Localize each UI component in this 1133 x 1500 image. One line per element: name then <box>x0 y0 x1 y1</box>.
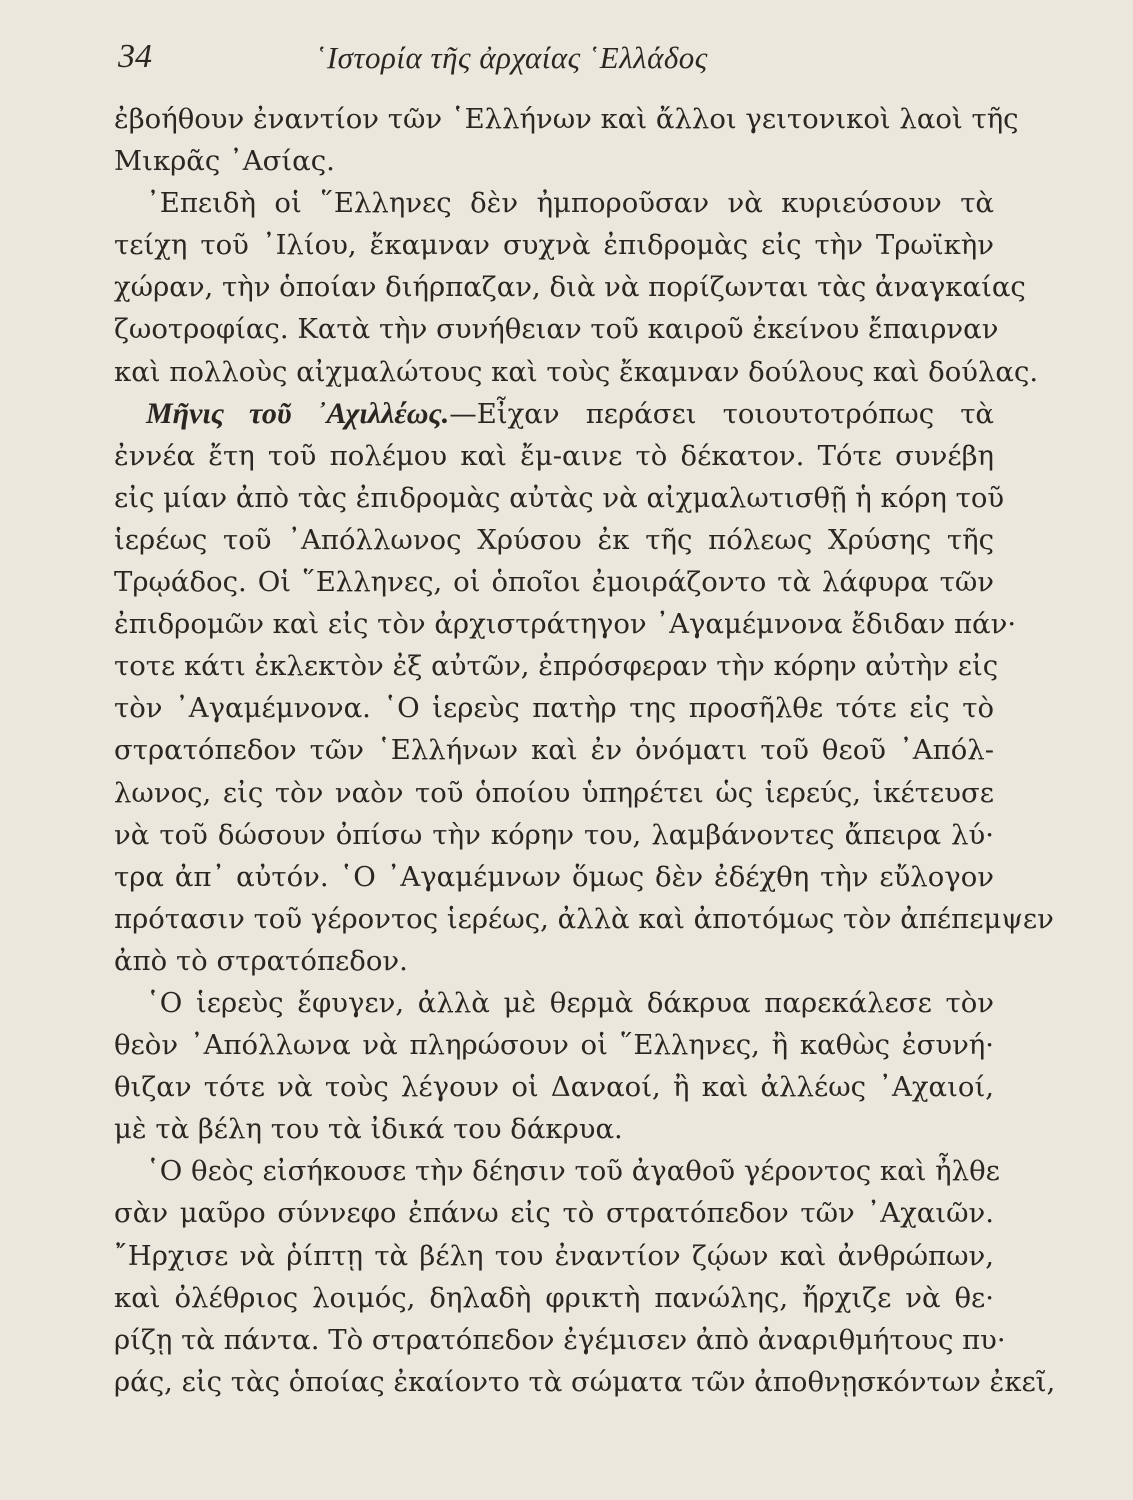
section-line-rest: —Εἶχαν περάσει τοιουτοτρόπως τὰ <box>449 397 994 430</box>
page-header <box>118 38 998 84</box>
text-line: ἐβοήθουν ἐναντίον τῶν ῾Ελλήνων καὶ ἄλλοι γειτονικοὶ λαοὶ τῆς <box>114 103 1019 135</box>
page-number: 34 <box>118 38 152 75</box>
text-line: ῎Ηρχισε νὰ ῥίπτῃ τὰ βέλη του ἐναντίον ζῴων καὶ ἀνθρώπων, <box>114 1239 994 1272</box>
text-line: τὸν ᾿Αγαμέμνονα. ῾Ο ἱερεὺς πατὴρ της προσῆλθε τότε εἰς τὸ <box>114 692 994 725</box>
text-line: ἀπὸ τὸ στρατόπεδον. <box>114 944 408 977</box>
text-line: ζωοτροφίας. Κατὰ τὴν συνήθειαν τοῦ καιροῦ ἐκείνου ἔπαιρναν <box>114 313 999 346</box>
text-line: σὰν μαῦρο σύννεφο ἐπάνω εἰς τὸ στρατόπεδον τῶν ᾿Αχαιῶν. <box>114 1197 994 1230</box>
text-line: στρατόπεδον τῶν ῾Ελλήνων καὶ ἐν ὀνόματι τοῦ θεοῦ ᾿Απόλ- <box>114 734 994 767</box>
text-line: θεὸν ᾿Απόλλωνα νὰ πληρώσουν οἱ ῞Ελληνες, ἢ καθὼς ἐσυνή· <box>114 1029 994 1062</box>
text-line: νὰ τοῦ δώσουν ὀπίσω τὴν κόρην του, λαμβάνοντες ἄπειρα λύ· <box>114 818 994 851</box>
text-line: λωνος, εἰς τὸν ναὸν τοῦ ὁποίου ὑπηρέτει ὡς ἱερεύς, ἱκέτευσε <box>114 776 994 809</box>
text-line: Μικρᾶς ᾿Ασίας. <box>114 145 335 178</box>
text-line: εἰς μίαν ἀπὸ τὰς ἐπιδρομὰς αὐτὰς νὰ αἰχμαλωτισθῇ ἡ κόρη τοῦ <box>114 481 1005 514</box>
text-line: πρότασιν τοῦ γέροντος ἱερέως, ἀλλὰ καὶ ἀποτόμως τὸν ἀπέπεμψεν <box>114 902 1054 935</box>
text-line: ῾Ο θεὸς εἰσήκουσε τὴν δέησιν τοῦ ἀγαθοῦ γέροντος καὶ ἦλθε <box>146 1155 1000 1188</box>
text-line: ρίζῃ τὰ πάντα. Τὸ στρατόπεδον ἐγέμισεν ἀπὸ ἀναριθμήτους πυ· <box>114 1323 1006 1356</box>
text-line: ἐπιδρομῶν καὶ εἰς τὸν ἀρχιστράτηγον ᾿Αγαμέμνονα ἔδιδαν πάν· <box>114 608 1017 641</box>
text-line: θιζαν τότε νὰ τοὺς λέγουν οἱ Δαναοί, ἢ καὶ ἀλλέως ᾿Αχαιοί, <box>114 1071 994 1104</box>
text-line: ῾Ο ἱερεὺς ἔφυγεν, ἀλλὰ μὲ θερμὰ δάκρυα παρεκάλεσε τὸν <box>146 986 994 1019</box>
section-title: Μῆνις τοῦ ᾿Αχιλλέως. <box>146 396 450 430</box>
text-line: τρα ἀπ᾿ αὐτόν. ῾Ο ᾿Αγαμέμνων ὅμως δὲν ἐδέχθη τὴν εὔλογον <box>114 860 994 893</box>
text-line: ἱερέως τοῦ ᾿Απόλλωνος Χρύσου ἐκ τῆς πόλεως Χρύσης τῆς <box>114 523 994 556</box>
text-line: καὶ πολλοὺς αἰχμαλώτους καὶ τοὺς ἔκαμναν δούλους καὶ δούλας. <box>114 355 1039 388</box>
text-line: τοτε κάτι ἐκλεκτὸν ἐξ αὐτῶν, ἐπρόσφεραν τὴν κόρην αὐτὴν εἰς <box>114 650 999 683</box>
section-line <box>114 393 994 435</box>
text-line: ἐννέα ἔτη τοῦ πολέμου καὶ ἔμ-αινε τὸ δέκατον. Τότε συνέβη <box>114 439 994 472</box>
text-line: ᾿Επειδὴ οἱ ῞Ελληνες δὲν ἠμποροῦσαν νὰ κυριεύσουν τὰ <box>146 187 994 220</box>
text-line: Τρῳάδος. Οἱ ῞Ελληνες, οἱ ὁποῖοι ἐμοιράζοντο τὰ λάφυρα τῶν <box>114 566 994 599</box>
text-line: καὶ ὀλέθριος λοιμός, δηλαδὴ φρικτὴ πανώλης, ἤρχιζε νὰ θε· <box>114 1281 994 1314</box>
text-line: ράς, εἰς τὰς ὁποίας ἐκαίοντο τὰ σώματα τῶν ἀποθνῃσκόντων ἐκεῖ, <box>114 1365 1056 1398</box>
text-line: χώραν, τὴν ὁποίαν διήρπαζαν, διὰ νὰ πορίζωνται τὰς ἀναγκαίας <box>114 271 1026 304</box>
body-text <box>114 98 1056 1403</box>
running-head: ῾Ιστορία τῆς ἀρχαίας ῾Ελλάδος <box>316 40 708 75</box>
text-line: τείχη τοῦ ᾿Ιλίου, ἔκαμναν συχνὰ ἐπιδρομὰς εἰς τὴν Τρωϊκὴν <box>114 229 994 262</box>
text-line: μὲ τὰ βέλη του τὰ ἰδικά του δάκρυα. <box>114 1113 623 1146</box>
